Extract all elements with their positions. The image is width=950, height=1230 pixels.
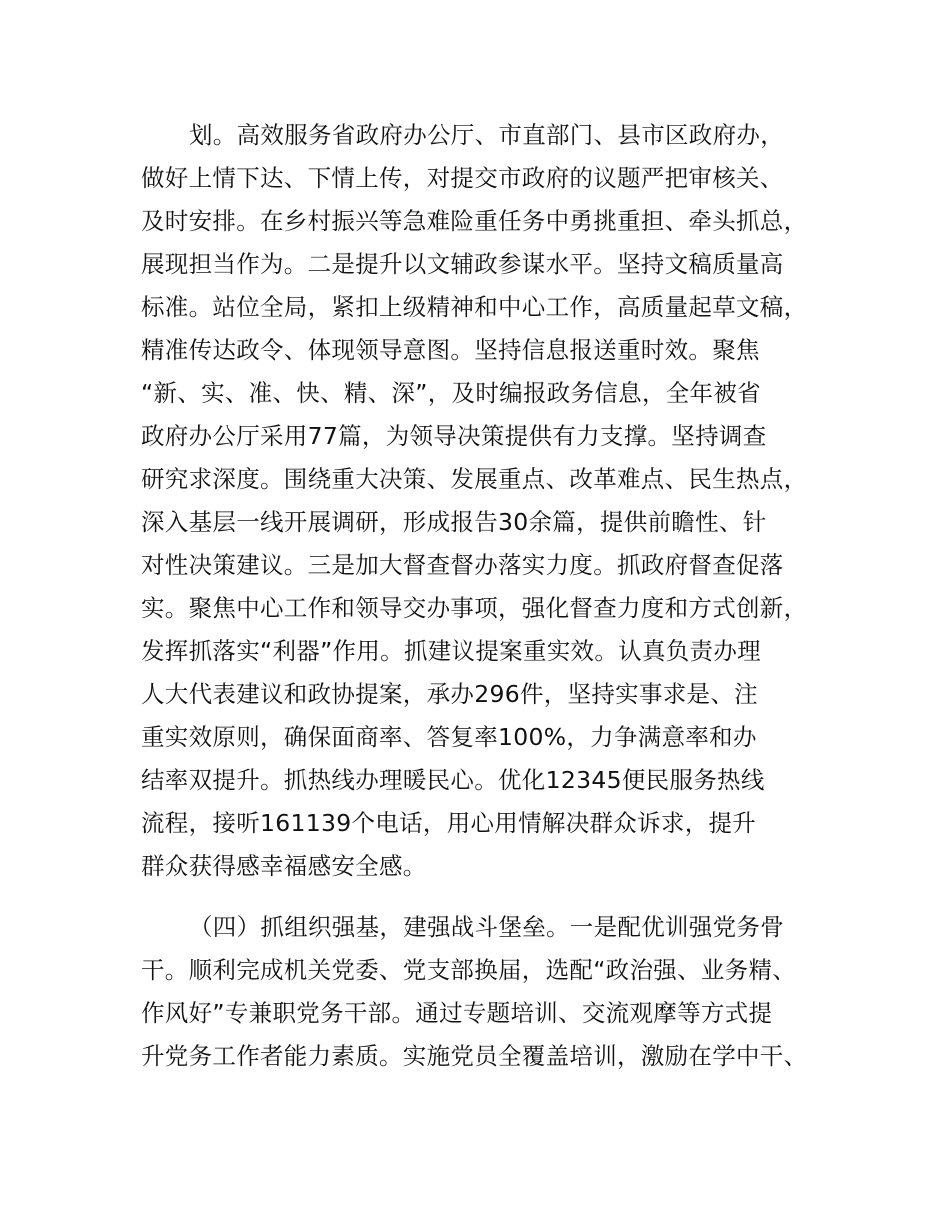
paragraph-1-line-18: 群众获得感幸福感安全感。 <box>141 852 427 880</box>
paragraph-1-line-13: 发挥抓落实“利器”作用。抓建议提案重实效。认真负责办理 <box>141 637 761 665</box>
paragraph-1-line-14: 人大代表建议和政协提案，承办296件，坚持实事求是、注 <box>141 680 758 708</box>
paragraph-1-line-1: 划。高效服务省政府办公厅、市直部门、县市区政府办， <box>189 121 784 149</box>
paragraph-2-line-3: 作风好”专兼职党务干部。通过专题培训、交流观摩等方式提 <box>141 999 773 1027</box>
paragraph-1-line-2: 做好上情下达、下情上传，对提交市政府的议题严把审核关、 <box>141 164 784 192</box>
paragraph-1-line-9: 研究求深度。围绕重大决策、发展重点、改革难点、民生热点， <box>141 465 808 493</box>
paragraph-2-line-2: 干。顺利完成机关党委、党支部换届，选配“政治强、业务精、 <box>141 956 797 984</box>
paragraph-1-line-6: 精准传达政令、体现领导意图。坚持信息报送重时效。聚焦 <box>141 336 760 364</box>
paragraph-1-line-7: “新、实、准、快、精、深”，及时编报政务信息，全年被省 <box>141 379 761 407</box>
paragraph-1-line-12: 实。聚焦中心工作和领导交办事项，强化督查力度和方式创新， <box>141 594 808 622</box>
paragraph-1-line-16: 结率双提升。抓热线办理暖民心。优化12345便民服务热线 <box>141 766 765 794</box>
paragraph-1-line-5: 标准。站位全局，紧扣上级精神和中心工作，高质量起草文稿， <box>141 293 808 321</box>
paragraph-1-line-17: 流程，接听161139个电话，用心用情解决群众诉求，提升 <box>141 809 757 837</box>
paragraph-1-line-10: 深入基层一线开展调研，形成报告30余篇，提供前瞻性、针 <box>141 508 767 536</box>
paragraph-1-line-15: 重实效原则，确保面商率、答复率100%，力争满意率和办 <box>141 723 757 751</box>
paragraph-1-line-11: 对性决策建议。三是加大督查督办落实力度。抓政府督查促落 <box>141 551 784 579</box>
paragraph-1-line-4: 展现担当作为。二是提升以文辅政参谋水平。坚持文稿质量高 <box>141 250 784 278</box>
paragraph-1-line-8: 政府办公厅采用77篇，为领导决策提供有力支撑。坚持调查 <box>141 422 767 450</box>
paragraph-2-line-4: 升党务工作者能力素质。实施党员全覆盖培训，激励在学中干、 <box>141 1042 808 1070</box>
paragraph-2-line-1: （四）抓组织强基，建强战斗堡垒。一是配优训强党务骨 <box>189 913 784 941</box>
paragraph-1-line-3: 及时安排。在乡村振兴等急难险重任务中勇挑重担、牵头抓总， <box>141 207 808 235</box>
